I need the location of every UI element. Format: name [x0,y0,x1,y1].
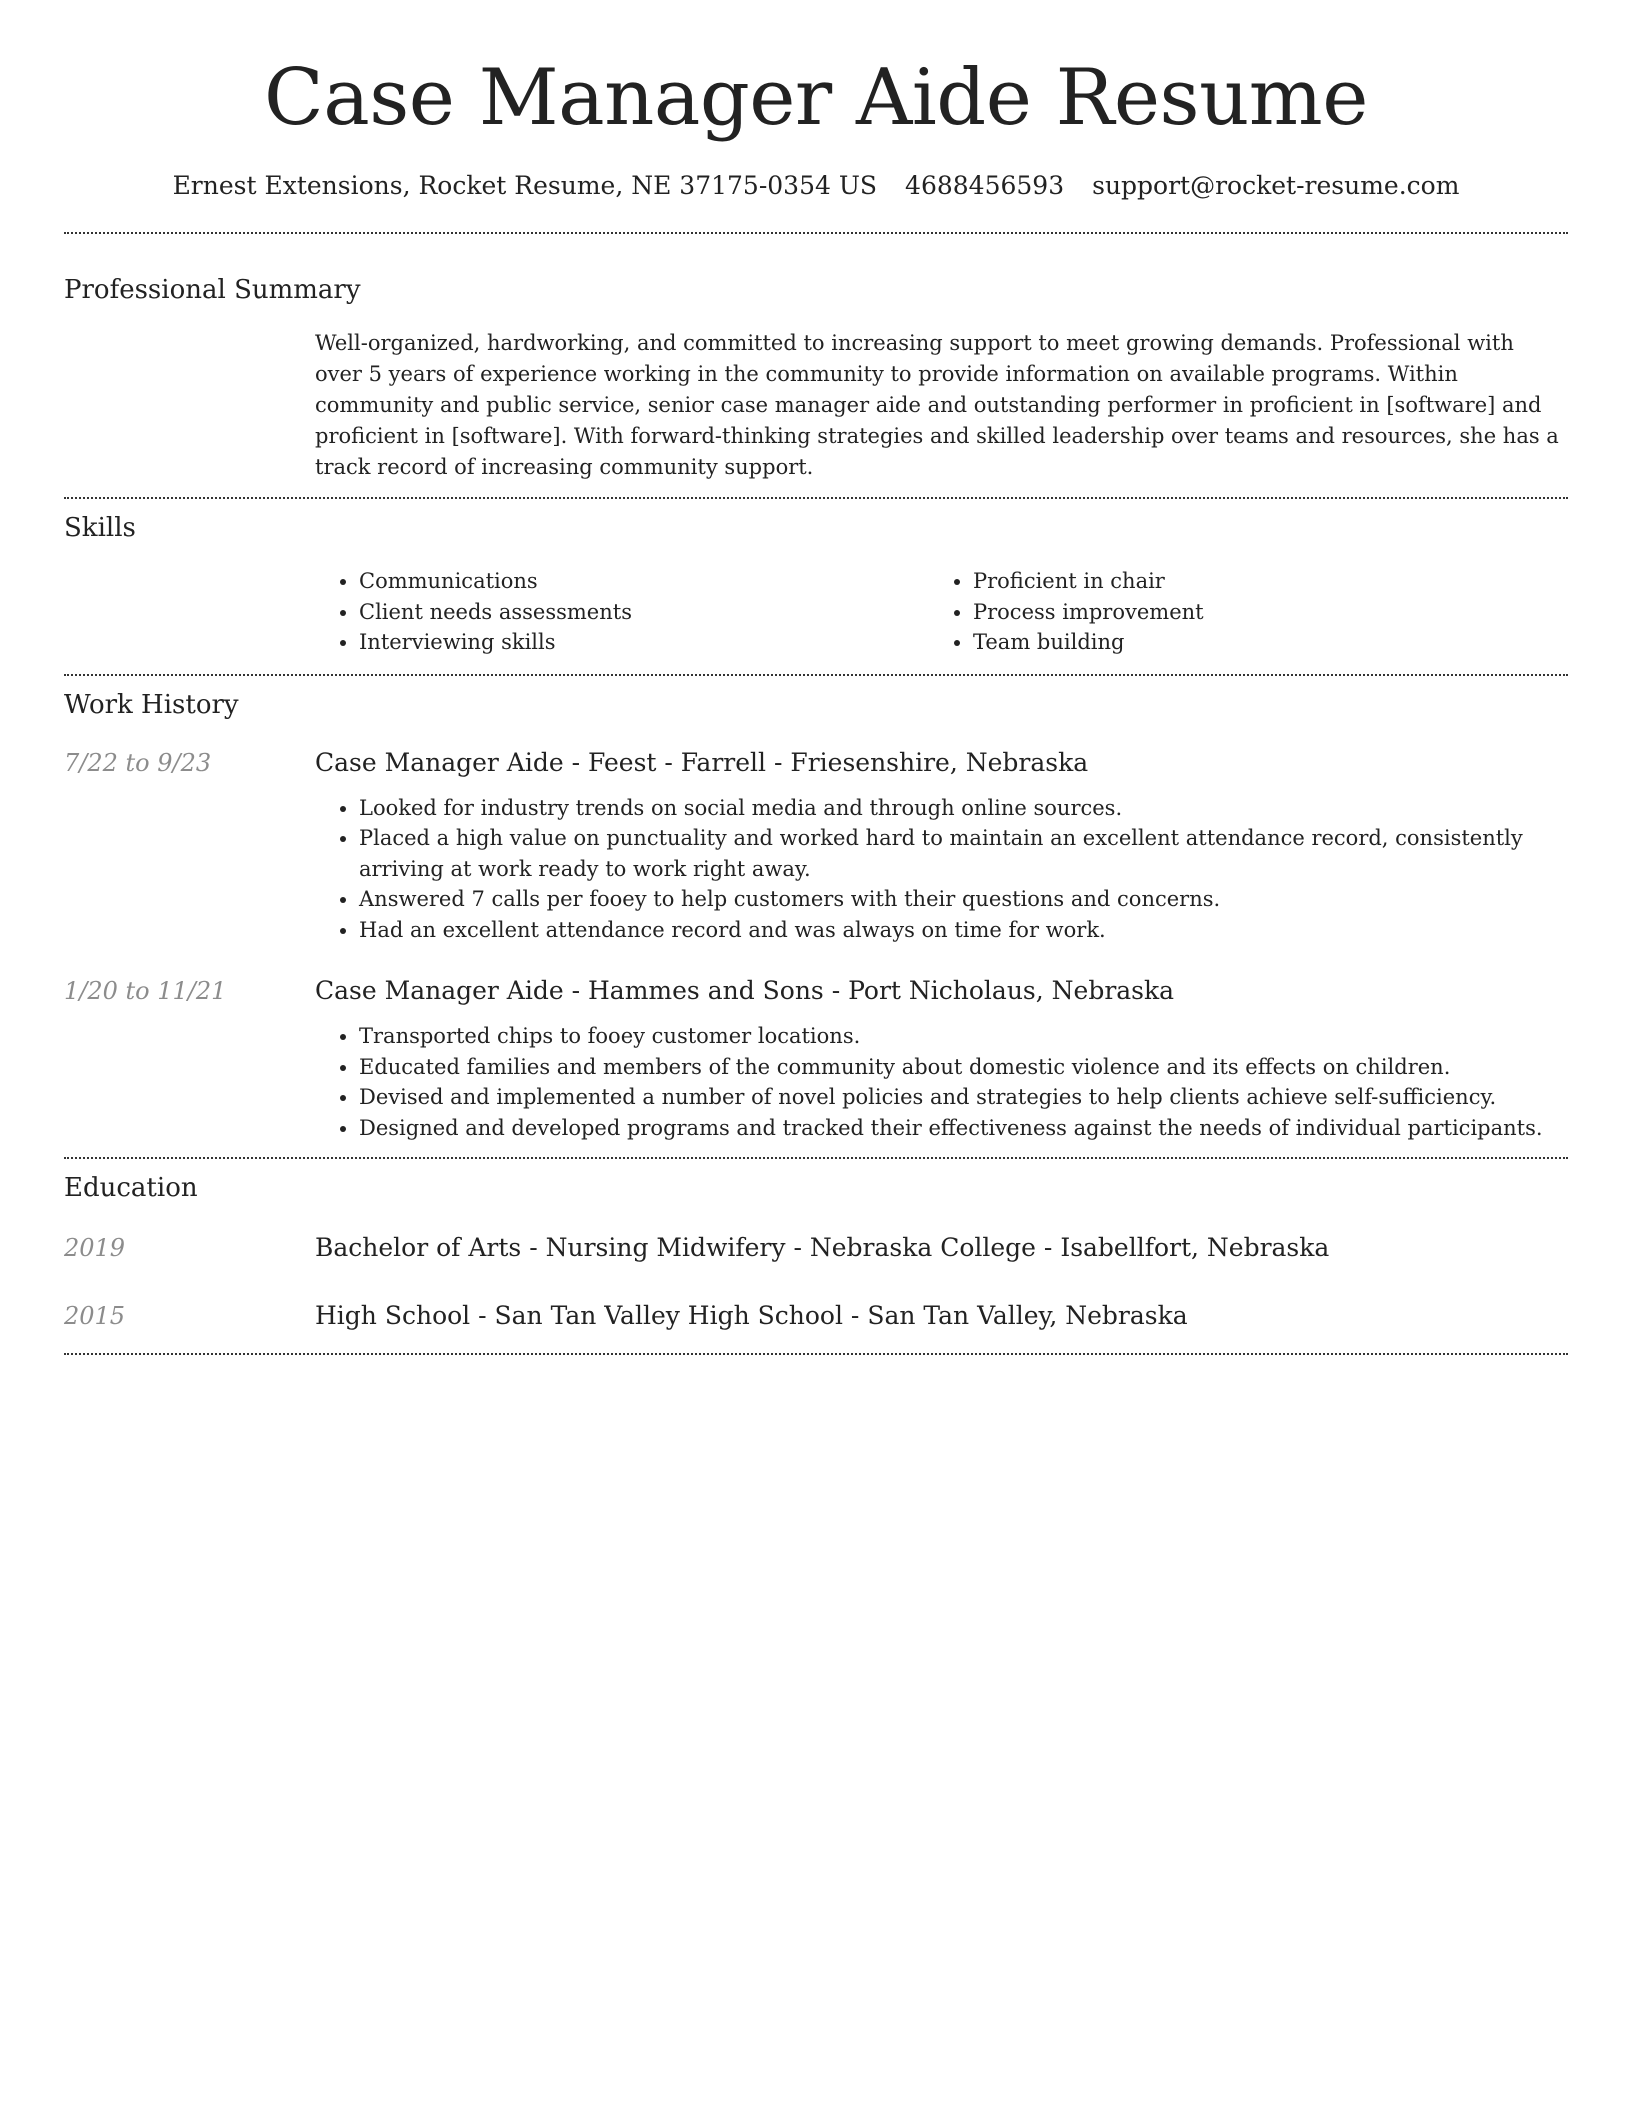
resume-title: Case Manager Aide Resume [264,53,1368,143]
job-bullet: • Educated families and members of the community about domestic violence and its effects on children. [359,1052,1568,1083]
job-bullet: • Had an excellent attendance record and was always on time for work. [359,915,1568,946]
skill-item: • Team building [973,627,1543,658]
skills-grid [315,566,1568,658]
job-dates: 1/20 to 11/21 [64,977,227,1005]
skill-item: • Communications [359,566,929,597]
job-entry [64,975,1568,1143]
job-title: Case Manager Aide - Feest - Farrell - Friesenshire, Nebraska [315,747,1089,777]
summary-heading: Professional Summary [64,275,361,305]
skill-item: • Interviewing skills [359,627,929,658]
contact-address: Ernest Extensions, Rocket Resume, NE 37175-0354 US [172,171,878,200]
education-entry [64,1300,1568,1332]
section-divider [64,497,1568,499]
education-text: Bachelor of Arts - Nursing Midwifery - Nebraska College - Isabellfort, Nebraska [315,1233,1330,1262]
job-bullet: • Devised and implemented a number of novel policies and strategies to help clients achieve self-sufficiency. [359,1082,1568,1113]
job-title: Case Manager Aide - Hammes and Sons - Port Nicholaus, Nebraska [315,976,1175,1005]
job-header [64,975,1568,1007]
section-divider [64,1157,1568,1159]
skill-item: • Client needs assessments [359,597,929,628]
section-divider [64,1353,1568,1355]
skills-list-right [929,566,1543,658]
job-bullet: • Looked for industry trends on social media and through online sources. [359,793,1568,824]
job-bullet: • Designed and developed programs and tracked their effectiveness against the needs of individual participants. [359,1113,1568,1144]
work-history-heading: Work History [64,689,239,720]
contact-email: support@rocket-resume.com [1092,171,1460,200]
job-bullets [315,793,1568,946]
education-entry [64,1232,1568,1264]
skills-heading: Skills [64,513,136,543]
education-text: High School - San Tan Valley High School - San Tan Valley, Nebraska [315,1301,1188,1330]
resume-page [64,0,1568,1355]
section-divider [64,674,1568,676]
job-bullets [315,1021,1568,1143]
education-heading: Education [64,1173,198,1203]
education-year: 2019 [64,1234,126,1262]
job-dates: 7/22 to 9/23 [64,748,212,777]
contact-line [64,170,1568,202]
skills-list-left [315,566,929,658]
section-divider [64,232,1568,234]
job-entry [64,747,1568,946]
skill-item: • Proficient in chair [973,566,1543,597]
job-bullet: • Transported chips to fooey customer locations. [359,1021,1568,1052]
skill-item: • Process improvement [973,597,1543,628]
job-bullet: • Placed a high value on punctuality and worked hard to maintain an excellent attendance record, consistently arriving at work ready to work right away. [359,823,1568,884]
education-year: 2015 [64,1302,126,1330]
summary-text: Well-organized, hardworking, and committed to increasing support to meet growing demands. Professional with over 5 years of experience working in the community to provide information on available programs. Within community and public service, senior case manager aide and outstanding performer in proficient in [software] and proficient in [software]. With forward-thinking strategies and skilled leadership over teams and resources, she has a track record of increasing community support. [315,331,1559,479]
job-bullet: • Answered 7 calls per fooey to help customers with their questions and concerns. [359,884,1568,915]
job-header [64,747,1568,779]
contact-phone: 4688456593 [905,171,1065,200]
